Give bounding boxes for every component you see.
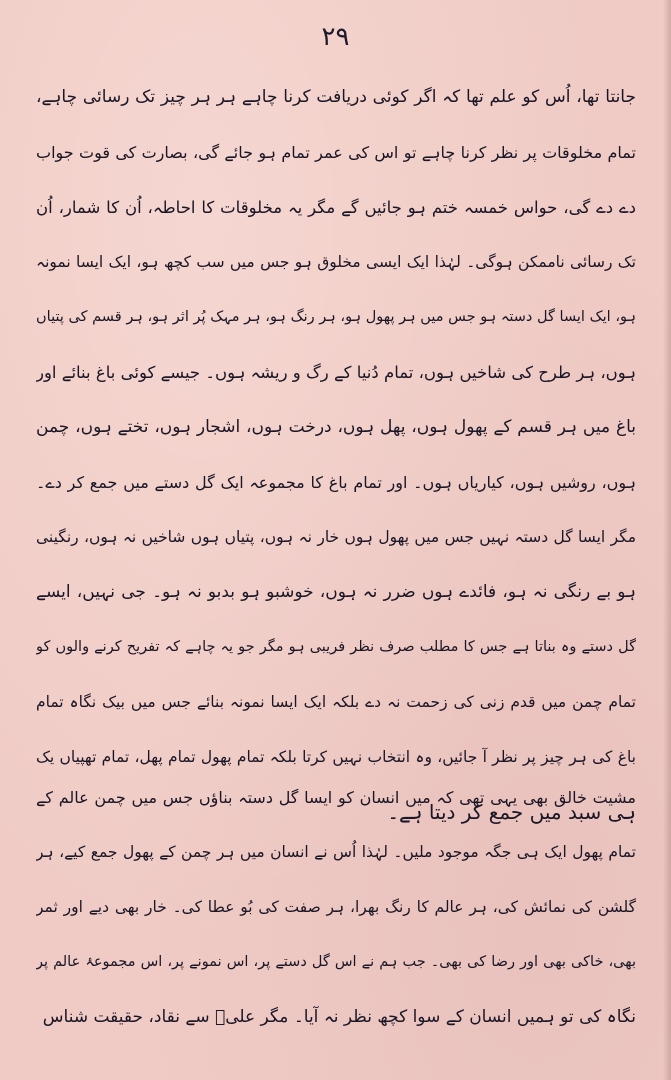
text-line: ہی سبد میں جمع کر دیتا ہے۔ xyxy=(387,800,636,824)
text-line: بھی، خاکی بھی اور رضا کی بھی۔ جب ہم نے اس گل دستے پر، اس نمونے پر، اس مجموعۂ عالم پر xyxy=(36,954,636,970)
text-line: ہوں، روشیں ہوں، کیاریاں ہوں۔ اور تمام باغ کا مجموعہ ایک گل دستے میں جمع کر دے۔ xyxy=(36,473,636,492)
page-number: ۲۹ xyxy=(321,22,350,52)
text-line: ہو بے رنگی نہ ہو، فائدے ہوں ضرر نہ ہوں، خوشبو ہو بدبو نہ ہو۔ جی نہیں، ایسے xyxy=(36,582,636,602)
text-line: مگر ایسا گل دستہ نہیں جس میں پھول ہوں خار نہ ہوں، پتیاں ہوں شاخیں نہ ہوں، رنگینی xyxy=(36,528,636,546)
paragraph-1 xyxy=(36,70,636,840)
text-line: مشیت خالق بھی یہی تھی کہ میں انسان کو ایسا گل دستہ بناؤں جس میں چمن عالم کے xyxy=(36,788,636,807)
page-edge-shadow xyxy=(663,0,671,1080)
text-line: تمام چمن میں قدم زنی کی زحمت نہ دے بلکہ ایک ایسا نمونہ بنائے جس میں بیک نگاہ تمام xyxy=(36,693,636,711)
text-line: باغ میں ہر قسم کے پھول ہوں، پھل ہوں، درخت ہوں، اشجار ہوں، تختے ہوں، چمن xyxy=(36,417,636,437)
text-line: تک رسائی ناممکن ہوگی۔ لہٰذا ایک ایسی مخلوق ہو جس میں سب کچھ ہو، ایک ایسا نمونہ xyxy=(36,253,636,271)
text-line: گل دستے وہ بناتا ہے جس کا مطلب صرف نظر فریبی ہو مگر جو یہ چاہے کہ تفریح کرنے والوں کو xyxy=(36,639,636,655)
text-line: جانتا تھا، اُس کو علم تھا کہ اگر کوئی دریافت کرنا چاہے ہر ہر چیز تک رسائی چاہے، xyxy=(36,87,636,107)
text-line: باغ کی ہر چیز پر نظر آ جائیں، وہ انتخاب نہیں کرتا بلکہ تمام پھول تمام پھل، تمام تھپیاں یک xyxy=(36,748,636,766)
text-line: دے دے گی، حواس خمسہ ختم ہو جائیں گے مگر یہ مخلوقات کا احاطہ، اُن کا شمار، اُن xyxy=(36,198,636,217)
text-line: ہو، ایک ایسا گل دستہ ہو جس میں ہر پھول ہو، ہر رنگ ہو، ہر مہک پُر اثر ہو، ہر قسم کی پتیاں xyxy=(36,309,636,325)
text-line: گلشن کی نمائش کی، ہر عالم کا رنگ بھرا، ہر صفت کی بُو عطا کی۔ خار بھی دیے اور ثمر xyxy=(36,898,636,916)
text-line: تمام پھول ایک ہی جگہ موجود ملیں۔ لہٰذا اُس نے انسان میں ہر چمن کے پھول جمع کیے، ہر xyxy=(36,843,636,861)
paragraph-2 xyxy=(36,770,636,1045)
text-line: ہوں، ہر طرح کی شاخیں ہوں، تمام دُنیا کے رگ و ریشہ ہوں۔ جیسے کوئی باغ بنائے اور xyxy=(36,363,636,382)
text-line: تمام مخلوقات پر نظر کرنا چاہے تو اس کی عمر تمام ہو جائے گی، بصارت کی قوت جواب xyxy=(36,143,636,162)
text-line: نگاہ کی تو ہمیں انسان کے سوا کچھ نظر نہ آیا۔ مگر علیؑ سے نقاد، حقیقت شناس xyxy=(42,1007,636,1027)
